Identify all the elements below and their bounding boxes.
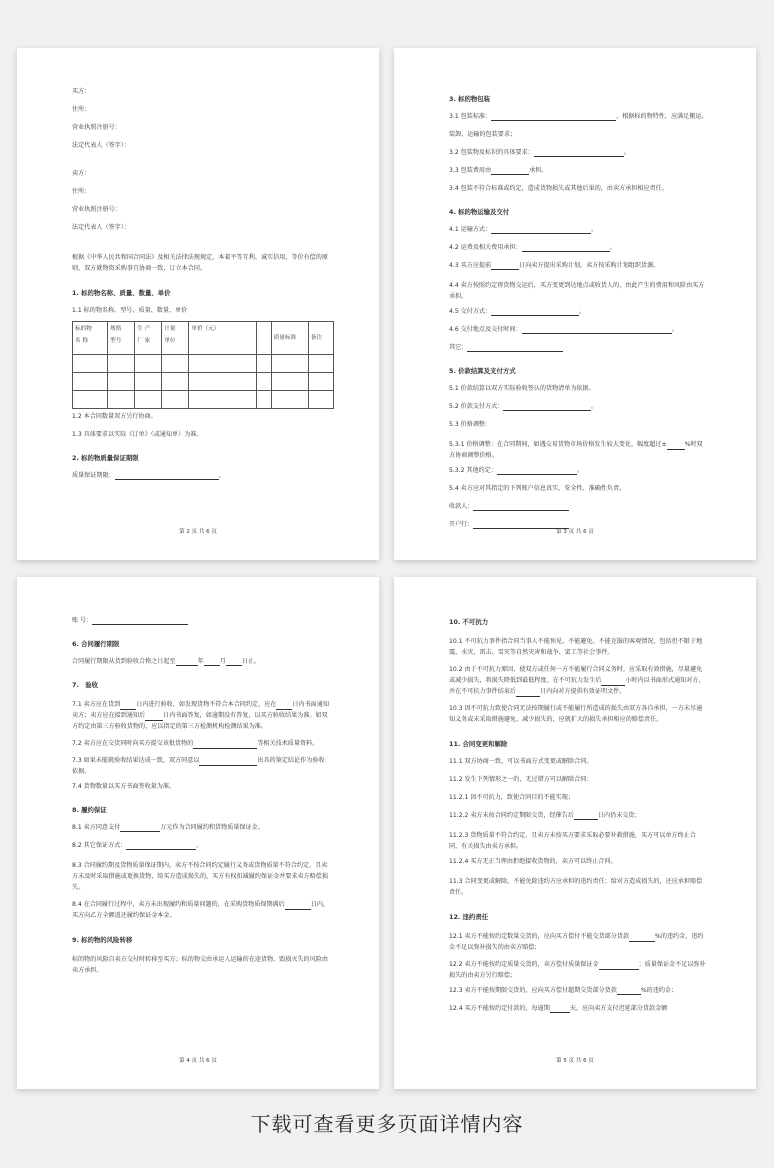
clause-3-1: 3.1 包装标准： ，根据标的物特性，应满足搬运、 — [449, 113, 708, 120]
table-header-cell: 计量 单位 — [162, 322, 189, 355]
page-content — [72, 617, 329, 982]
table-header-cell: 质量标准 — [271, 322, 308, 355]
clause-1-1: 1.1 标的物名称、型号、质量、数量、单价 — [72, 307, 188, 314]
page-footer: 第 4 页 共 6 页 — [179, 1058, 217, 1064]
buyer-address-line: 住所： — [72, 106, 91, 113]
section-6-title: 6. 合同履行期限 — [72, 640, 120, 648]
clause-3-3: 3.3 包装费用由 承担。 — [449, 167, 548, 174]
clause-1-2: 1.2 本合同数量双方另行协商。 — [72, 413, 157, 420]
section-4-title: 4. 标的物运输及交付 — [449, 208, 510, 216]
seller-address-line: 住所： — [72, 188, 91, 195]
page-content — [449, 86, 706, 539]
page-footer: 第 2 页 共 6 页 — [179, 529, 217, 535]
section-9-title: 9. 标的物的风险转移 — [72, 936, 133, 944]
section-12-title: 12. 违约责任 — [449, 913, 489, 921]
clause-7-3: 7.3 如果未能就验收结果达成一致，双方同意以 出具的鉴定结论作为验收依据。 — [72, 757, 325, 775]
page-footer: 第 5 页 共 6 页 — [556, 1058, 594, 1064]
clause-7-1: 7.1 卖方应在货到 日内进行验收，如发现货物不符合本合同约定，应在 日内书面通知卖方；卖方应在接到通知后 日内书面答复，如逾期没有答复，以买方验收结果为准。如双方约定由第三方验收货物的，应以指定的第三方检测机构检测结果为准。 — [72, 701, 329, 730]
clause-8-2: 8.2 其它保证方式： 。 — [72, 842, 203, 849]
clause-9-1: 标的物的风险自卖方交付时转移至买方；标的物交由承运人运输的在途货物，毁损灭失的风险由卖方承担。 — [72, 956, 328, 974]
section-11-title: 11. 合同变更和解除 — [449, 740, 508, 748]
section-1-title: 1. 标的物名称、质量、数量、单价 — [72, 289, 171, 297]
page-content — [449, 615, 706, 1023]
clause-8-4: 8.4 在合同履行过程中，卖方未出现履约和质量问题的，在采购货物质保期满后 日内，买方向乙方全额返还履约保证金本金。 — [72, 901, 330, 919]
clause-11-2-1: 11.2.1 因不可抗力，致使合同目的不能实现； — [449, 794, 574, 801]
download-caption: 下载可查看更多页面详情内容 — [250, 1112, 524, 1136]
buyer-line: 买方： — [72, 88, 91, 95]
clause-11-2-2: 11.2.2 卖方未按合同约定期限交货，经催告后 日内仍未交货； — [449, 812, 641, 819]
clause-12-2: 12.2 卖方不能按约定质量交货的，卖方偿付质量保证金 ；质量保证金不足以弥补损失的由卖方另行赔偿； — [449, 961, 706, 979]
clause-10-2: 10.2 由于不可抗力原因，使双方或任何一方不能履行合同义务时，应采取有效措施，尽量避免或减少损失，将损失降低到最低程度。在不可抗力发生后 小时内以书面形式通知对方，并在不可抗力事件结束后 日内向对方提供有效证明文件。 — [449, 666, 705, 695]
clause-4-4: 4.4 卖方按照约定将货物交运后，买方变更到达地点或收货人的，由此产生的费用和风险由买方承担。 — [449, 282, 705, 300]
table-row — [73, 373, 334, 391]
seller-license-line: 营业执照注册号： — [72, 206, 121, 213]
clause-2-1: 质量保证期限： 。 — [72, 472, 225, 479]
clause-4-2: 4.2 运费及相关费用承担： 。 — [449, 244, 616, 251]
clause-12-4: 12.4 买方不能按约定付款的，每逾期 天，应向卖方支付迟延部分货款金额 — [449, 1005, 668, 1012]
document-page-2 — [17, 48, 379, 560]
clause-10-1: 10.1 不可抗力事件指合同当事人不能预见、不能避免、不能克服的客观情况，包括但不限于地震、水灾、雷击、雪灾等自然灾害和战争、罢工等社会事件。 — [449, 638, 703, 656]
clause-11-1: 11.1 双方协商一致，可以书面方式变更或解除合同。 — [449, 758, 593, 765]
clause-7-2: 7.2 卖方应在交货同时向买方提交该批货物的 等相关技术质量资料。 — [72, 740, 319, 747]
preamble: 根据《中华人民共和国合同法》及相关法律法规规定，本着平等互利、诚实信用、等价有偿的原则，双方就物资采购事宜协商一致，订立本合同。 — [72, 254, 328, 272]
clause-6-1: 合同履行期限从货到验收合格之日起至 年 月 日止。 — [72, 658, 261, 665]
buyer-license-line: 营业执照注册号： — [72, 124, 121, 131]
clause-11-2-4: 11.2.4 买方无正当理由拒绝接收货物的，卖方可以终止合同。 — [449, 858, 617, 865]
clause-5-2: 5.2 价款支付方式： 。 — [449, 403, 598, 410]
bank-line: 开户行： — [449, 521, 706, 529]
clause-8-1: 8.1 卖方同意支付 万元作为合同履约和货物质量保证金。 — [72, 824, 264, 831]
clause-4-1: 4.1 运输方式： 。 — [449, 226, 598, 233]
section-7-title: 7. 验收 — [72, 681, 99, 689]
clause-11-3: 11.3 合同变更或解除，不能免除违约方应承担的违约责任；给对方造成损失的，还应承担赔偿责任。 — [449, 878, 703, 896]
clause-10-3: 10.3 因不可抗力致使合同无法按期履行或不能履行所造成的损失由双方各自承担，一方未尽通知义务或未采取措施避免、减少损失的，应就扩大的损失承担相应的赔偿责任。 — [449, 705, 703, 723]
account-line: 账 号： — [72, 617, 329, 625]
clause-5-3: 5.3 价格调整： — [449, 421, 492, 428]
table-header-cell: 生 产 厂 家 — [135, 322, 162, 355]
clause-4-6: 4.6 交付地点及交付时间： 。 — [449, 326, 678, 333]
clause-3-1-cont: 装卸、运输的包装要求； — [449, 131, 517, 138]
clause-5-4: 5.4 卖方应对其指定的下列账户信息真实、安全性、准确性负责。 — [449, 485, 626, 492]
document-page-3 — [394, 48, 756, 560]
clause-11-2: 11.2 发生下列情形之一的，无过错方可以解除合同： — [449, 776, 593, 783]
table-header-cell: 备注 — [308, 322, 333, 355]
clause-1-3: 1.3 具体要求以实际《订单》（或通知单）为准。 — [72, 431, 203, 438]
clause-4-5: 4.5 交付方式： 。 — [449, 308, 586, 315]
clause-11-2-3: 11.2.3 货物质量不符合约定，且卖方未按买方要求采取必要补救措施，买方可以单方终止合同，有关损失由卖方承担。 — [449, 832, 696, 850]
table-row — [73, 391, 334, 409]
section-5-title: 5. 价款结算及支付方式 — [449, 367, 516, 375]
table-header-row — [73, 322, 334, 355]
table-row — [73, 355, 334, 373]
clause-12-1: 12.1 卖方不能按约定数量交货的，应向买方偿付不能交货部分货款 %的违约金，违约金不足以弥补损失的由卖方赔偿； — [449, 933, 704, 951]
table-header-cell — [256, 322, 271, 355]
table-header-cell: 规格 型号 — [108, 322, 135, 355]
section-2-title: 2. 标的物质量保证期限 — [72, 454, 139, 462]
clause-12-3: 12.3 卖方不能按期限交货的，应向买方偿付超期交货部分货款 %的违约金； — [449, 987, 678, 994]
table-header-cell: 单价（元） — [189, 322, 256, 355]
page-footer: 第 3 页 共 6 页 — [556, 529, 594, 535]
seller-rep-line: 法定代表人（签字）： — [72, 224, 130, 231]
payee-line: 收款人： — [449, 503, 706, 511]
buyer-rep-line: 法定代表人（签字）： — [72, 142, 130, 149]
section-3-title: 3. 标的物包装 — [449, 95, 491, 103]
section-10-title: 10. 不可抗力 — [449, 618, 489, 626]
document-page-5 — [394, 577, 756, 1089]
clause-5-3-1: 5.3.1 价格调整：在合同期间，如遇交易货物市场价格发生较大变化，幅度超过± %时双方协商调整价格。 — [449, 441, 703, 459]
goods-table — [72, 321, 334, 409]
clause-4-other: 其它： — [449, 344, 706, 352]
clause-4-3: 4.3 买方应提前 日向卖方提出采购计划，卖方按采购计划组织货源。 — [449, 262, 660, 269]
section-8-title: 8. 履约保证 — [72, 806, 107, 814]
seller-line: 卖方： — [72, 170, 91, 177]
clause-3-4: 3.4 包装不符合标准或约定，造成货物损失或其他后果的，由卖方承担相应责任。 — [449, 185, 668, 192]
document-page-4 — [17, 577, 379, 1089]
clause-3-2: 3.2 包装物及标识的具体要求： 。 — [449, 149, 630, 156]
clause-7-4: 7.4 货物数量以买方书面签收量为准。 — [72, 783, 176, 790]
clause-5-1: 5.1 价款结算以双方实际验收签认的货物清单为依据。 — [449, 385, 595, 392]
table-header-cell: 标的物 名 称 — [73, 322, 108, 355]
clause-5-3-2: 5.3.2 其他约定： 。 — [449, 467, 584, 474]
clause-8-3: 8.3 合同履约期及货物质量保证期内，卖方不按合同约定履行义务或货物质量不符合约定，且卖方未及时采取措施或更换货物，给买方造成损失的，买方有权扣减履约保证金并要求卖方赔偿损失。 — [72, 862, 328, 891]
page-content — [72, 88, 329, 490]
